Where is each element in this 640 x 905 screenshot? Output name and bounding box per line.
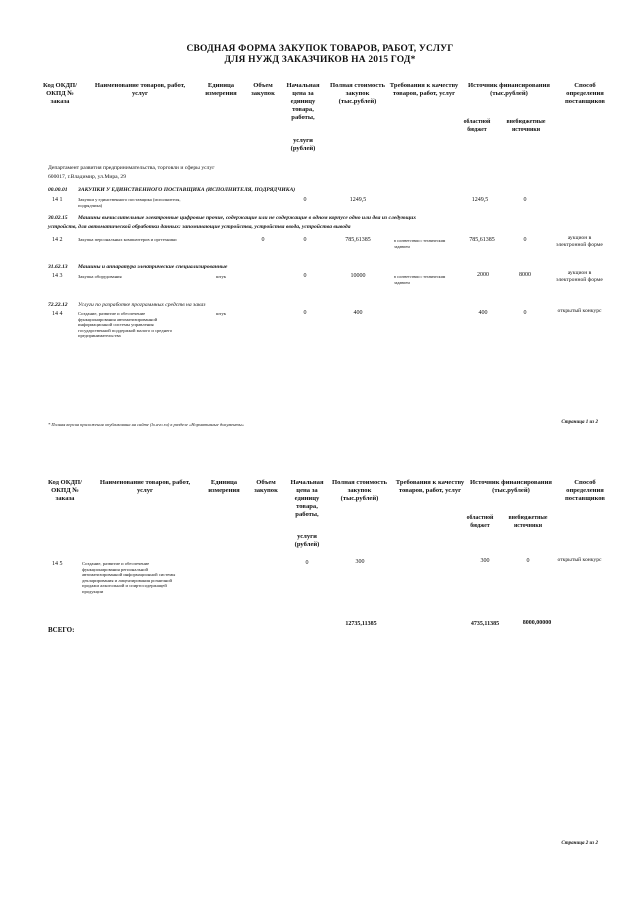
row-method: открытый конкурс: [557, 308, 602, 314]
header-funding-source: Источник финансирования (тыс.рублей): [468, 82, 550, 97]
header-funding-source: Источник финансирования (тыс.рублей): [470, 479, 552, 494]
customer-name: Департамент развития предпринимательства, торговли и сферы услуг: [48, 165, 215, 171]
row-external: 0: [523, 310, 527, 316]
row-name: Закупка персональных компьютеров и оргтехники: [78, 237, 177, 242]
row-regional: 400: [478, 310, 488, 316]
group-title: ЗАКУПКИ У ЕДИНСТВЕННОГО ПОСТАВЩИКА (ИСПОЛНИТЕЛЯ, ПОДРЯДЧИКА): [78, 187, 296, 193]
group-title: Машины и аппаратура электрические специализированные: [78, 264, 228, 270]
group-code: 30.02.15: [48, 215, 68, 221]
header-price: Начальная цена за единицу товара, работы,: [286, 82, 320, 121]
header-method: Способ определения поставщиков: [565, 479, 605, 502]
row-number: 14 3: [52, 273, 63, 279]
row-number: 14 2: [52, 237, 63, 243]
row-method: аукцион в электронной форме: [556, 270, 603, 283]
total-regional: 4735,11385: [470, 621, 500, 627]
row-requirements: в соответствии с техническим заданием: [394, 274, 446, 285]
row-name: Создание, развитие и обеспечение функционирования автоматизированной информационной системы управления государственной поддержкой малого и среднего предпринимательства: [78, 311, 173, 339]
header-regional-budget: областной бюджет: [463, 119, 491, 133]
header-unit: Единица измерения: [205, 82, 237, 97]
row-external: 0: [523, 237, 527, 243]
row-regional: 1249,5: [471, 197, 489, 203]
total-external: 8000,00000: [522, 620, 552, 626]
row-price: 0: [303, 237, 307, 243]
row-name: Закупка оборудования: [78, 274, 122, 279]
total-cost: 12735,11385: [345, 621, 377, 627]
total-label: ВСЕГО:: [48, 626, 75, 634]
header-requirements: Требования к качеству товаров, работ, услуг: [389, 82, 459, 97]
header-unit: Единица измерения: [208, 479, 240, 494]
row-regional: 2000: [477, 272, 489, 278]
row-method: аукцион в электронной форме: [556, 235, 603, 248]
header-price-unit: услуги (рублей): [290, 137, 316, 152]
header-requirements: Требования к качеству товаров, работ, услуг: [395, 479, 465, 494]
row-external: 0: [523, 197, 527, 203]
header-name: Наименование товаров, работ, услуг: [99, 479, 191, 494]
group-code: 00.00.01: [48, 187, 68, 193]
header-volume: Объем закупок: [254, 479, 278, 494]
row-method: открытый конкурс: [557, 557, 602, 563]
group-title-line-1: Машины вычислительные электронные цифровые прочие, содержащие или не содержащие в одном корпусе одно или два из следующих: [78, 215, 417, 221]
row-price: 0: [303, 273, 307, 279]
header-external-sources: внебюджетные источники: [508, 515, 548, 529]
group-title-line-2: устройств, для автоматической обработки данных: запоминающие устройства, устройства ввода, устройства вывода: [48, 224, 351, 230]
header-code: Код ОКДП/ ОКПД № заказа: [48, 479, 82, 502]
group-code: 72.22.12: [48, 302, 68, 308]
header-volume: Объем закупок: [251, 82, 275, 97]
header-name: Наименование товаров, работ, услуг: [94, 82, 186, 97]
header-price: Начальная цена за единицу товара, работы,: [290, 479, 324, 518]
footnote: * Полная версия приложения опубликована на сайте (lo.avo.ru) в разделе «Нормативные документы»: [48, 422, 244, 427]
header-code: Код ОКДП/ ОКПД № заказа: [43, 82, 77, 105]
row-requirements: в соответствии с техническим заданием: [394, 238, 446, 249]
page-number-2: Страница 2 из 2: [561, 841, 598, 846]
row-unit: штук: [216, 274, 227, 279]
row-price: 0: [305, 560, 309, 566]
header-regional-budget: областной бюджет: [466, 515, 494, 529]
row-regional: 300: [480, 558, 490, 564]
row-name: Создание, развитие и обеспечение функционирования региональной автоматизированной информационной системы декларирования и лицензирования розничной продажи алкогольной и спиртосодержащей продукции: [82, 561, 176, 594]
row-price: 0: [303, 197, 307, 203]
row-cost: 300: [355, 559, 365, 565]
page-number-1: Страница 1 из 2: [561, 420, 598, 425]
row-external: 8000: [519, 272, 531, 278]
row-cost: 1249,5: [349, 197, 367, 203]
row-number: 14 1: [52, 197, 63, 203]
header-full-cost: Полная стоимость закупок (тыс.рублей): [332, 479, 387, 502]
group-code: 31.62.13: [48, 264, 68, 270]
group-title: Услуги по разработке программных средств на заказ: [78, 302, 206, 308]
document-title-line-2: ДЛЯ НУЖД ЗАКАЗЧИКОВ НА 2015 ГОД*: [224, 55, 416, 65]
customer-address: 600017, г.Владимир, ул.Мира, 29: [48, 174, 126, 180]
row-cost: 10000: [350, 273, 366, 279]
row-price: 0: [303, 310, 307, 316]
header-price-unit: услуги (рублей): [294, 533, 320, 548]
row-name: Закупки у единственного поставщика (исполнителя, подрядчика): [78, 197, 181, 208]
row-number: 14 5: [52, 561, 63, 567]
row-number: 14 4: [52, 311, 63, 317]
header-external-sources: внебюджетные источники: [506, 119, 546, 133]
row-unit: штук: [216, 311, 227, 316]
row-cost: 785,61385: [345, 237, 371, 243]
row-external: 0: [526, 558, 530, 564]
row-regional: 785,61385: [469, 237, 495, 243]
row-cost: 400: [353, 310, 363, 316]
header-full-cost: Полная стоимость закупок (тыс.рублей): [330, 82, 385, 105]
document-title-line-1: СВОДНАЯ ФОРМА ЗАКУПОК ТОВАРОВ, РАБОТ, УСЛУГ: [186, 44, 454, 54]
row-volume: 0: [261, 237, 265, 243]
header-method: Способ определения поставщиков: [565, 82, 605, 105]
